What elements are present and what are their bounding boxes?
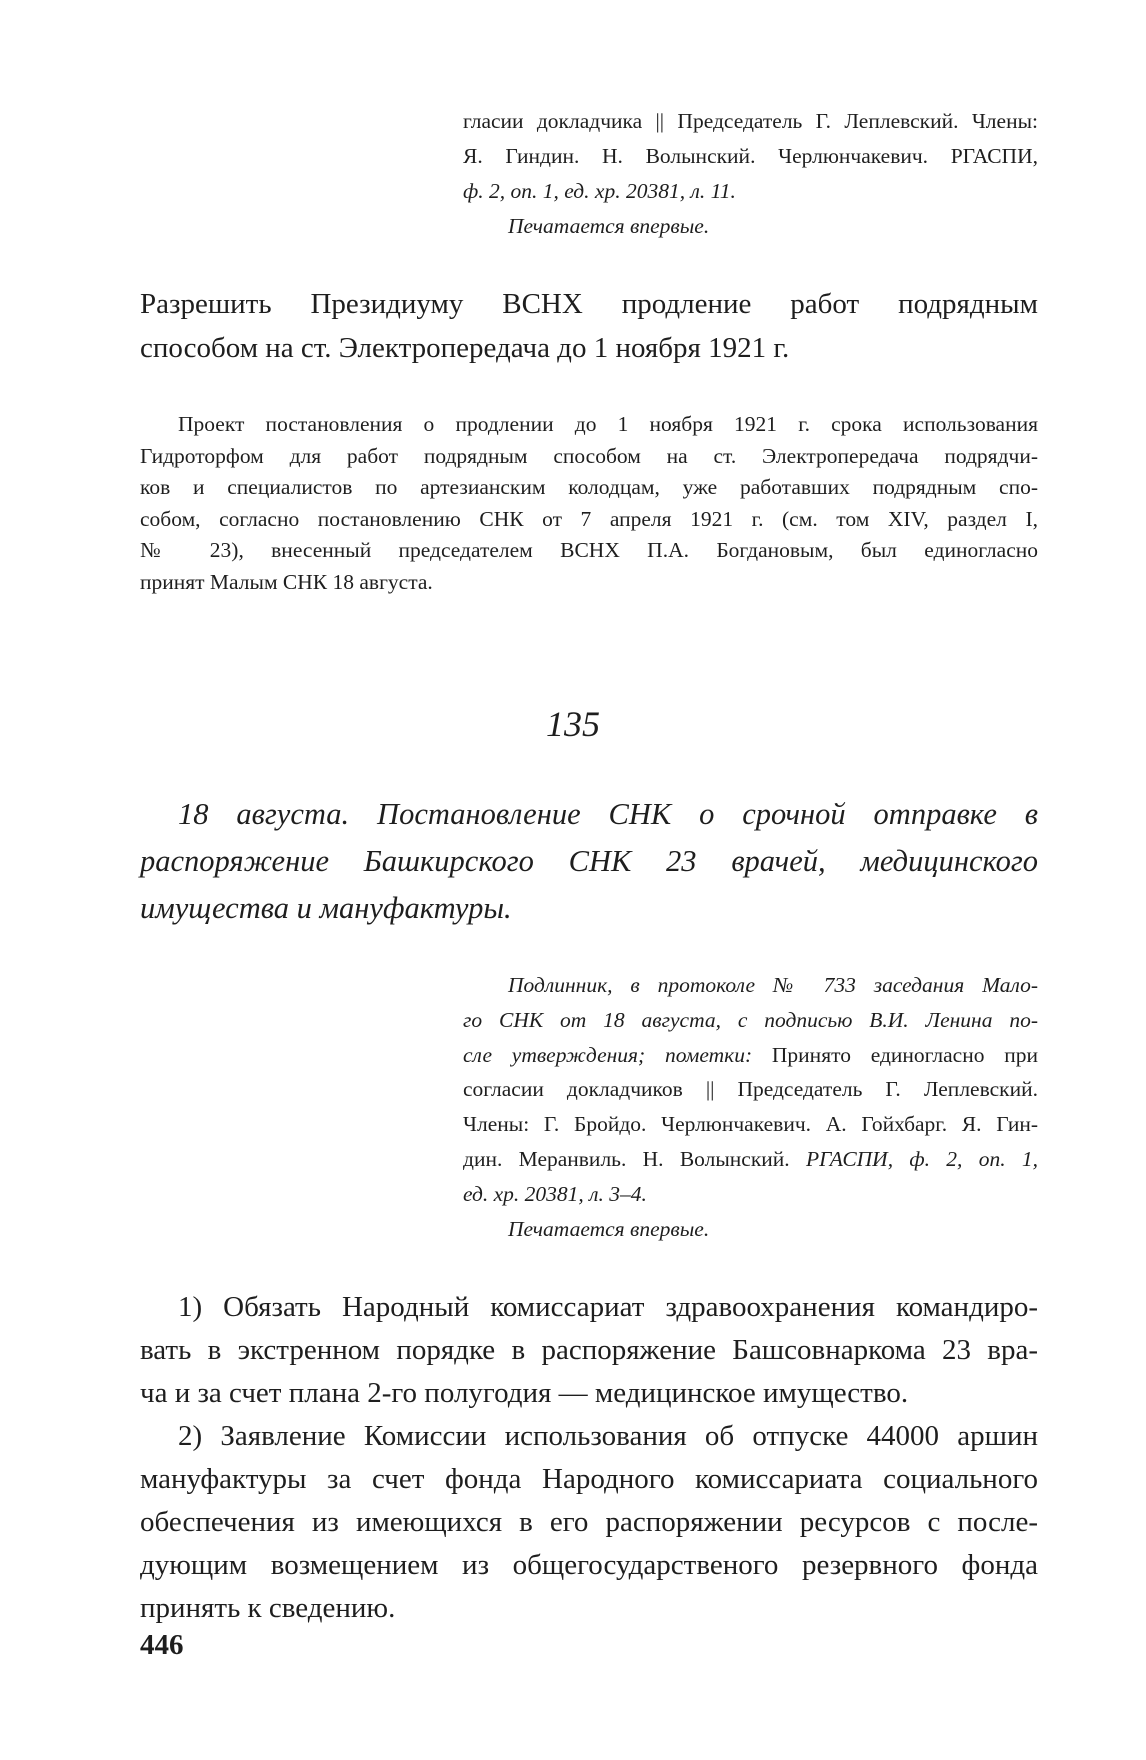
page-number: 446 <box>140 1629 184 1661</box>
decision-body <box>140 1286 1038 1630</box>
archival-note-line <box>463 139 1038 174</box>
commentary-line: Гидроторфом для работ подрядным способом на ст. Электропередача подрядчи- <box>140 443 1038 468</box>
document-number: 135 <box>546 704 600 744</box>
commentary-line: собом, согласно постановлению СНК от 7 апреля 1921 г. (см. том XIV, раздел I, <box>140 506 1038 531</box>
decision-line: мануфактуры за счет фонда Народного комиссариата социального <box>140 1463 1038 1495</box>
document-title <box>140 791 1038 932</box>
source-note-line: Члены: Г. Бройдо. Черлюнчакевич. А. Гойхбарг. Я. Гин- <box>463 1112 1038 1137</box>
resolution-line: способом на ст. Электропередача до 1 ноября 1921 г. <box>140 332 790 364</box>
commentary-line: № 23), внесенный председателем ВСНХ П.А. Богдановым, был единогласно <box>140 538 1038 563</box>
archival-note-top <box>463 104 1038 244</box>
decision-line: ча и за счет плана 2-го полугодия — медицинское имущество. <box>140 1377 909 1409</box>
commentary-line: принят Малым СНК 18 августа. <box>140 569 433 594</box>
resolution-text <box>140 282 1038 370</box>
decision-line: вать в экстренном порядке в распоряжение Башсовнаркома 23 вра- <box>140 1334 1038 1366</box>
archival-note-line: гласии докладчика || Председатель Г. Леплевский. Члены: <box>463 109 1038 133</box>
archival-note-reference: ф. 2, оп. 1, ед. хр. 20381, л. 11. <box>463 179 736 203</box>
archival-note-members: Я. Гиндин. Н. Волынский. Черлюнчакевич. РГАСПИ, <box>463 144 1038 168</box>
title-line: распоряжение Башкирского СНК 23 врачей, медицинского <box>140 844 1038 878</box>
first-publication-note: Печатается впервые. <box>508 214 710 238</box>
source-note-archive: РГАСПИ, ф. 2, оп. 1, <box>805 1146 1038 1171</box>
decision-line: 1) Обязать Народный комиссариат здравоохранения командиро- <box>178 1291 1038 1323</box>
decision-line: 2) Заявление Комиссии использования об отпуске 44000 аршин <box>178 1420 1038 1452</box>
title-line: 18 августа. Постановление СНК о срочной отправке в <box>178 797 1038 831</box>
editorial-commentary <box>140 409 1038 599</box>
source-note-reference: ед. хр. 20381, л. 3–4. <box>463 1181 647 1206</box>
title-line: имущества и мануфактуры. <box>140 891 512 925</box>
source-note-members: дин. Меранвиль. Н. Волынский. <box>463 1146 806 1171</box>
source-note-line: го СНК от 18 августа, с подписью В.И. Ленина по- <box>463 1007 1038 1032</box>
source-note-line: Подлинник, в протоколе № 733 заседания Мало- <box>508 973 1038 997</box>
commentary-line: ков и специалистов по артезианским колодцам, уже работавших подрядным спо- <box>140 475 1038 500</box>
source-note-line: согласии докладчиков || Председатель Г. Леплевский. <box>463 1077 1038 1102</box>
source-note-line <box>463 1142 1038 1177</box>
decision-line: дующим возмещением из общегосударственого резервного фонда <box>140 1549 1038 1581</box>
decision-line: принять к сведению. <box>140 1592 396 1624</box>
source-note <box>463 968 1038 1246</box>
source-note-marks-text: Принято единогласно при <box>752 1042 1039 1067</box>
decision-line: обеспечения из имеющихся в его распоряжении ресурсов с после- <box>140 1506 1038 1538</box>
first-publication-note: Печатается впервые. <box>508 1216 710 1241</box>
source-note-line <box>463 1038 1038 1073</box>
resolution-line: Разрешить Президиуму ВСНХ продление работ подрядным <box>140 288 1038 320</box>
commentary-line: Проект постановления о продлении до 1 ноября 1921 г. срока использования <box>178 412 1038 436</box>
source-note-marks-label: сле утверждения; пометки: <box>463 1042 753 1067</box>
